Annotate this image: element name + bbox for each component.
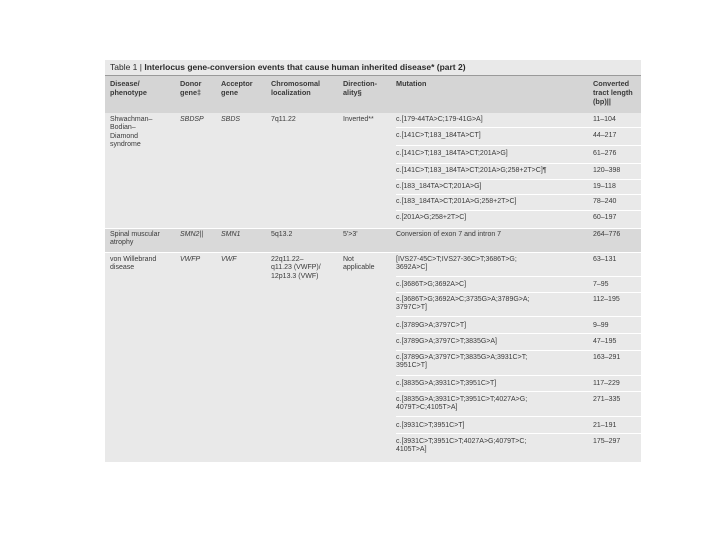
tract-length-cell: 63–131 [593,256,617,263]
acceptor-gene: VWF [221,256,237,263]
group-divider [105,252,641,253]
row-divider [396,391,641,392]
mutation-cell: c.[183_184TA>CT;201A>G] [396,183,482,190]
tract-length-cell: 19–118 [593,183,616,190]
mutation-cell: [IVS27-45C>T;IVS27-36C>T;3686T>G; 3692A>C] [396,256,517,272]
directionality: Not applicable [343,256,375,272]
mutation-cell: c.[3931C>T;3951C>T;4027A>G;4079T>C; 4105T>A] [396,438,527,454]
directionality: Inverted** [343,116,374,123]
tract-length-cell: 7–95 [593,281,609,288]
row-divider [396,145,641,146]
mutation-cell: c.[3686T>G;3692A>C] [396,281,467,288]
directionality: 5'>3' [343,231,358,238]
mutation-cell: Conversion of exon 7 and intron 7 [396,231,502,238]
chromosome-localization: 7q11.22 [271,116,296,123]
table-caption: Interlocus gene-conversion events that cause human inherited disease* (part 2) [144,62,466,72]
acceptor-gene: SMN1 [221,231,241,238]
table-number: Table 1 | [110,62,145,72]
header-donor: Donor gene‡ [180,79,202,97]
table-figure [105,60,641,462]
tract-length-cell: 264–776 [593,231,621,238]
row-divider [396,179,641,180]
row-divider [396,350,641,351]
tract-length-cell: 271–335 [593,396,621,403]
row-divider [396,316,641,317]
disease-vwd: von Willebrand disease [110,256,157,272]
row-divider [396,276,641,277]
row-divider [396,210,641,211]
mutation-cell: c.[3835G>A;3931C>T;3951C>T] [396,380,497,387]
tract-length-cell: 21–191 [593,422,617,429]
tract-length-cell: 60–197 [593,214,617,221]
tract-length-cell: 61–276 [593,150,617,157]
mutation-cell: c.[3686T>G;3692A>C;3735G>A;3789G>A; 3797C>T] [396,296,530,312]
tract-length-cell: 120–398 [593,167,621,174]
header-disease: Disease/ phenotype [110,79,147,97]
group-divider [105,228,641,229]
header-chromosome: Chromosomal localization [271,79,321,97]
tract-length-cell: 78–240 [593,198,617,205]
row-divider [396,416,641,417]
acceptor-gene: SBDS [221,116,241,123]
mutation-cell: c.[3931C>T;3951C>T] [396,422,465,429]
mutation-cell: c.[3789G>A;3797C>T] [396,322,467,329]
mutation-cell: c.[141C>T;183_184TA>CT] [396,132,481,139]
donor-gene: VWFP [180,256,201,263]
tract-length-cell: 112–195 [593,296,620,303]
row-divider [396,333,641,334]
tract-length-cell: 44–217 [593,132,617,139]
mutation-cell: c.[201A>G;258+2T>C] [396,214,467,221]
table-title [110,62,466,72]
header-mutation: Mutation [396,79,427,88]
header-directionality: Direction- ality§ [343,79,378,97]
header-acceptor: Acceptor gene [221,79,253,97]
row-divider [396,194,641,195]
donor-gene: SMN2|| [180,231,204,238]
disease-sbds: Shwachman– Bodian– Diamond syndrome [110,116,153,148]
disease-sma: Spinal muscular atrophy [110,231,160,247]
mutation-cell: c.[141C>T;183_184TA>CT;201A>G;258+2T>C]¶ [396,167,547,174]
mutation-cell: c.[3789G>A;3797C>T;3835G>A] [396,338,497,345]
tract-length-cell: 11–104 [593,116,616,123]
mutation-cell: c.[183_184TA>CT;201A>G;258+2T>C] [396,198,517,205]
mutation-cell: c.[179-44TA>C;179-41G>A] [396,116,483,123]
tract-length-cell: 9–99 [593,322,609,329]
mutation-cell: c.[141C>T;183_184TA>CT;201A>G] [396,150,508,157]
tract-length-cell: 175–297 [593,438,621,445]
row-divider [396,127,641,128]
chromosome-localization: 22q11.22– q11.23 (VWFP)/ 12p13.3 (VWF) [271,256,321,280]
mutation-cell: c.[3789G>A;3797C>T;3835G>A;3931C>T; 3951C>T] [396,354,528,370]
chromosome-localization: 5q13.2 [271,231,293,238]
tract-length-cell: 47–195 [593,338,617,345]
row-divider [396,433,641,434]
donor-gene: SBDSP [180,116,204,123]
row-divider [396,375,641,376]
row-divider [396,163,641,164]
row-divider [396,292,641,293]
header-tract-length: Converted tract length (bp)|| [593,79,633,106]
table-header [105,76,641,113]
tract-length-cell: 117–229 [593,380,620,387]
mutation-cell: c.[3835G>A;3931C>T;3951C>T;4027A>G; 4079T>C;4105T>A] [396,396,528,412]
tract-length-cell: 163–291 [593,354,621,361]
